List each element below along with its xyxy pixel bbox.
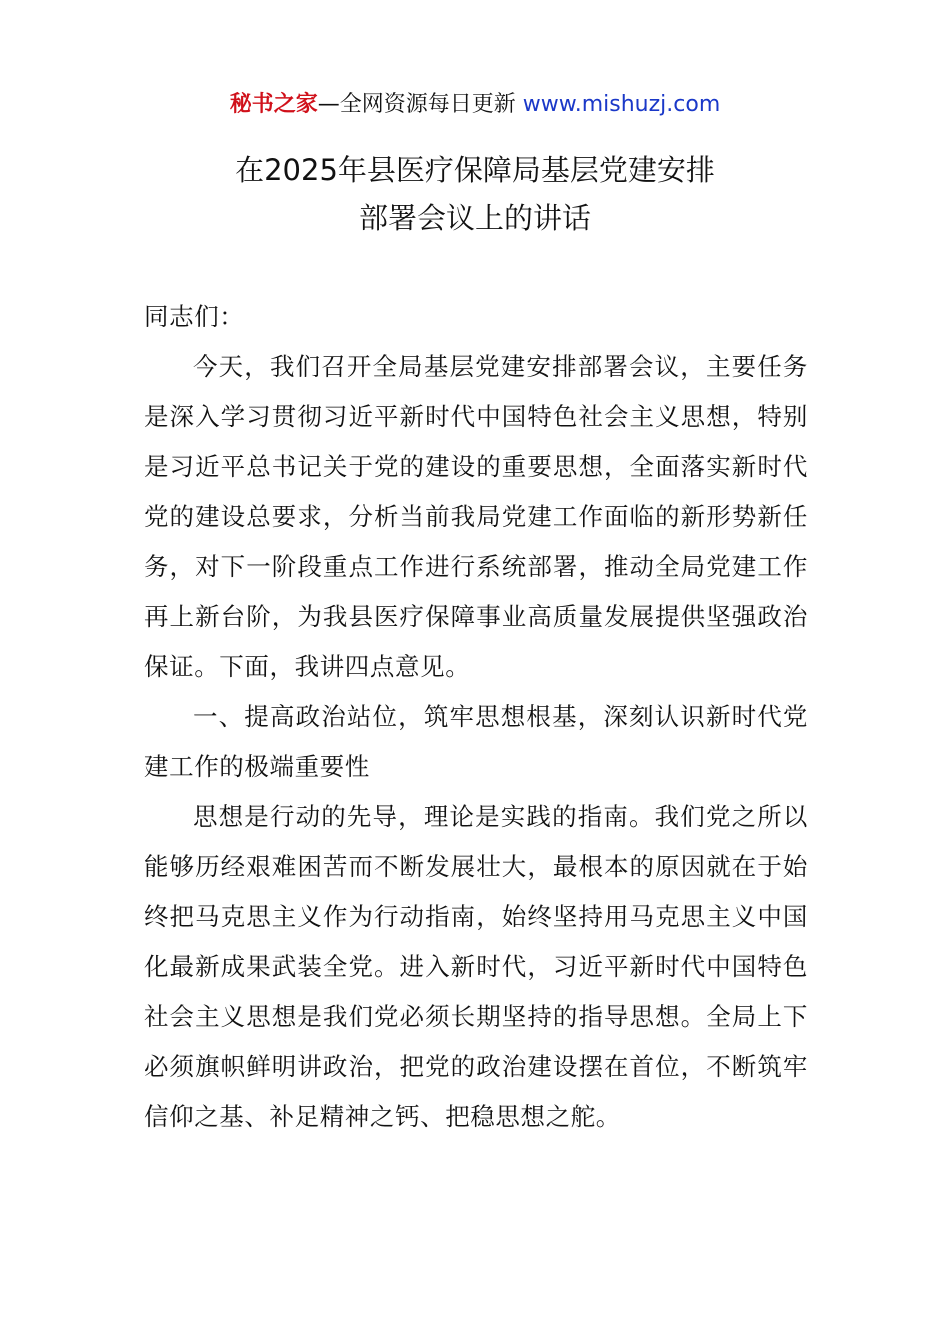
title-line-2: 部署会议上的讲话 [358,201,591,235]
title-line-1: 在2025年县医疗保障局基层党建安排 [235,153,715,187]
brand-name: 秘书之家 [229,92,318,117]
document-body [144,292,808,1142]
site-header [0,88,950,122]
header-tagline: —全网资源每日更新 [317,92,523,117]
site-url-link[interactable]: www.mishuzj.com [522,92,721,117]
paragraph-intro: 今天，我们召开全局基层党建安排部署会议，主要任务是深入学习贯彻习近平新时代中国特色社会主义思想，特别是习近平总书记关于党的建设的重要思想，全面落实新时代党的建设总要求，分析当前我局党建工作面临的新形势新任务，对下一阶段重点工作进行系统部署，推动全局党建工作再上新台阶，为我县医疗保障事业高质量发展提供坚强政治保证。下面，我讲四点意见。 [144,352,808,681]
section-heading-1: 一、提高政治站位，筑牢思想根基，深刻认识新时代党建工作的极端重要性 [144,702,808,781]
document-title [0,146,950,242]
salutation: 同志们： [144,302,245,331]
paragraph-section-1: 思想是行动的先导，理论是实践的指南。我们党之所以能够历经艰难困苦而不断发展壮大，最根本的原因就在于始终把马克思主义作为行动指南，始终坚持用马克思主义中国化最新成果武装全党。进入新时代，习近平新时代中国特色社会主义思想是我们党必须长期坚持的指导思想。全局上下必须旗帜鲜明讲政治，把党的政治建设摆在首位，不断筑牢信仰之基、补足精神之钙、把稳思想之舵。 [144,802,808,1131]
